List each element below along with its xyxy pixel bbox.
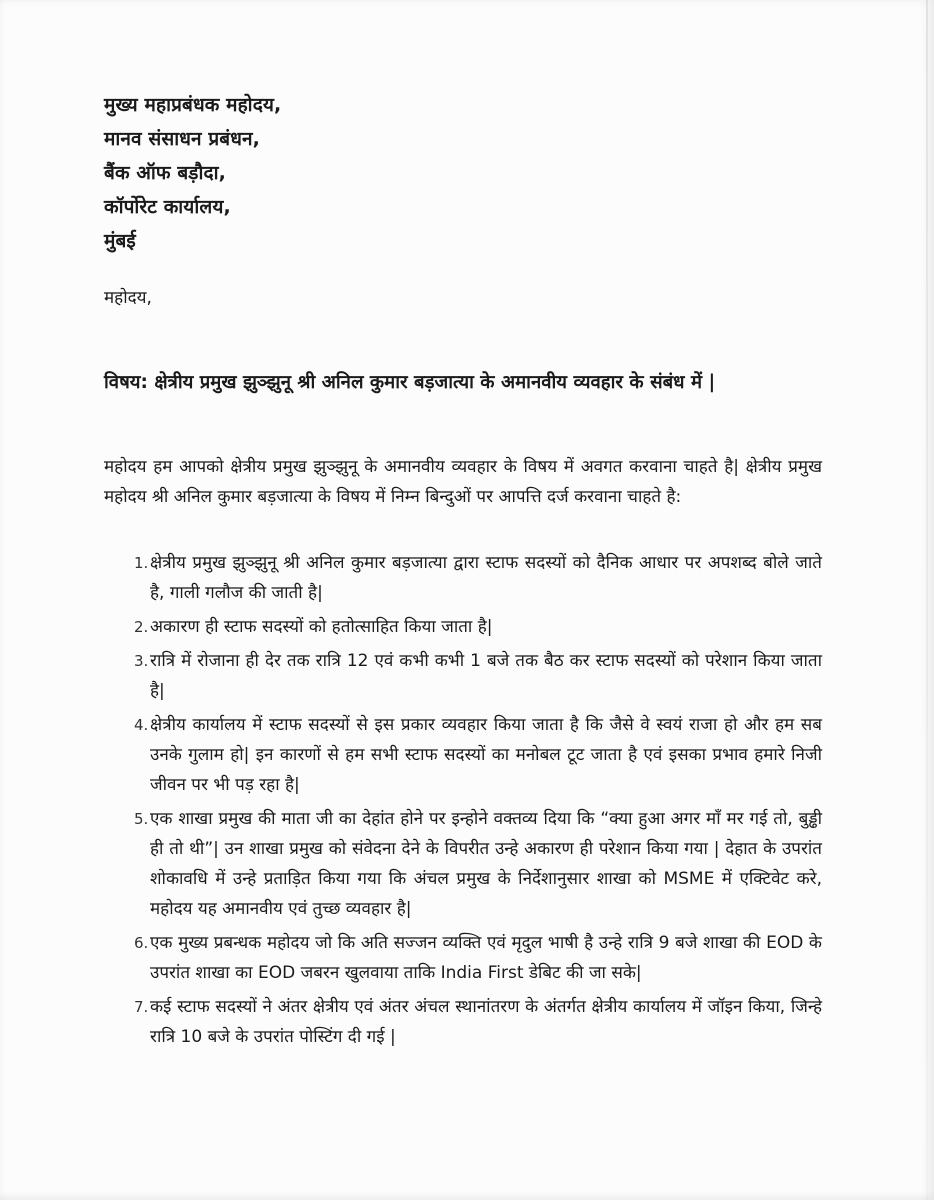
list-number: 5.	[134, 810, 149, 828]
list-item	[104, 992, 822, 1052]
address-line: बैंक ऑफ बड़ौदा,	[104, 162, 226, 184]
salutation: महोदय,	[104, 288, 152, 308]
list-text: कई स्टाफ सदस्यों ने अंतर क्षेत्रीय एवं अंतर अंचल स्थानांतरण के अंतर्गत क्षेत्रीय कार्यालय में जॉइन किया, जिन्हे रात्रि 10 बजे के उपरांत पोस्टिंग दी गई |	[150, 997, 822, 1047]
subject-line: विषय: क्षेत्रीय प्रमुख झुञ्झुनू श्री अनिल कुमार बड़जात्या के अमानवीय व्यवहार के संबंध में |	[104, 372, 716, 393]
address-line: कॉर्पोरेट कार्यालय,	[104, 196, 231, 218]
intro-paragraph: महोदय हम आपको क्षेत्रीय प्रमुख झुञ्झुनू के अमानवीय व्यवहार के विषय में अवगत करवाना चाहते है| क्षेत्रीय प्रमुख महोदय श्री अनिल कुमार बड़जात्या के विषय में निम्न बिन्दुओं पर आपत्ति दर्ज करवाना चाहते है:	[104, 457, 822, 507]
list-text: क्षेत्रीय प्रमुख झुञ्झुनू श्री अनिल कुमार बड़जात्या द्वारा स्टाफ सदस्यों को दैनिक आधार पर अपशब्द बोले जाते है, गाली गलौज की जाती है|	[150, 553, 822, 603]
list-number: 4.	[134, 716, 149, 734]
list-number: 6.	[134, 934, 149, 952]
list-item	[104, 928, 822, 988]
list-item	[104, 548, 822, 608]
list-text: अकारण ही स्टाफ सदस्यों को हतोत्साहित किया जाता है|	[150, 617, 493, 637]
list-item	[104, 710, 822, 800]
list-text: क्षेत्रीय कार्यालय में स्टाफ सदस्यों से इस प्रकार व्यवहार किया जाता है कि जैसे वे स्वयं राजा हो और हम सब उनके गुलाम हो| इन कारणों से हम सभी स्टाफ सदस्यों का मनोबल टूट जाता है एवं इसका प्रभाव हमारे निजी जीवन पर भी पड़ रहा है|	[150, 715, 822, 795]
list-text: एक शाखा प्रमुख की माता जी का देहांत होने पर इन्होने वक्तव्य दिया कि “क्या हुआ अगर माँ मर गई तो, बुड्ढी ही तो थी”| उन शाखा प्रमुख को संवेदना देने के विपरीत उन्हे अकारण ही परेशान किया गया | देहात के उपरांत शोकावधि में उन्हे प्रताड़ित किया गया कि अंचल प्रमुख के निर्देशानुसार शाखा को MSME में एक्टिवेट करे, महोदय यह अमानवीय एवं तुच्छ व्यवहार है|	[150, 809, 822, 919]
recipient-address	[104, 88, 281, 258]
list-item	[104, 804, 822, 924]
address-line: मुख्य महाप्रबंधक महोदय,	[104, 94, 282, 116]
list-text: रात्रि में रोजाना ही देर तक रात्रि 12 एवं कभी कभी 1 बजे तक बैठ कर स्टाफ सदस्यों को परेशान किया जाता है|	[150, 651, 822, 701]
list-text: एक मुख्य प्रबन्धक महोदय जो कि अति सज्जन व्यक्ति एवं मृदुल भाषी है उन्हे रात्रि 9 बजे शाखा की EOD के उपरांत शाखा का EOD जबरन खुलवाया ताकि India First डेबिट की जा सके|	[150, 933, 822, 983]
list-number: 3.	[134, 652, 149, 670]
address-line: मानव संसाधन प्रबंधन,	[104, 128, 260, 150]
complaint-list	[104, 548, 822, 1056]
list-number: 7.	[134, 998, 149, 1016]
list-number: 2.	[134, 618, 149, 636]
list-number: 1.	[134, 554, 149, 572]
list-item	[104, 612, 822, 642]
list-item	[104, 646, 822, 706]
address-line: मुंबई	[104, 230, 136, 252]
